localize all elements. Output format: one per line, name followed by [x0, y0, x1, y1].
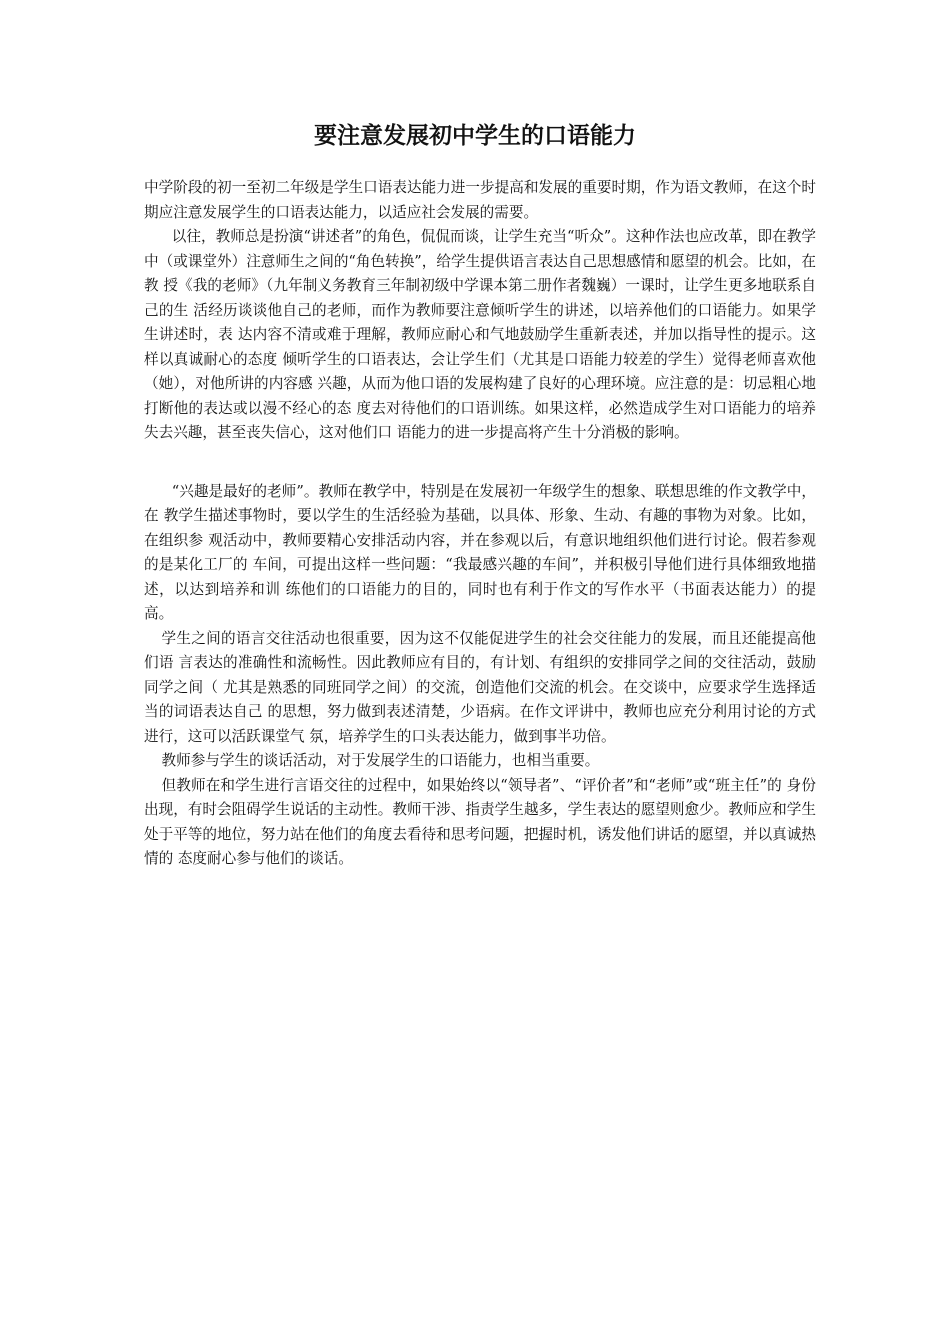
paragraph-equal-status: 但教师在和学生进行言语交往的过程中，如果始终以“领导者”、“评价者”和“老师”或“班主任”的 身份出现，有时会阻碍学生说话的主动性。教师干涉、指责学生越多，学生表达的愿望则愈少。教师应和学生 处于平等的地位，努力站在他们的角度去看待和思考问题，把握时机，诱发他们讲话的愿望，并以真诚热情的 态度耐心参与他们的谈话。 [144, 776, 816, 867]
document-title: 要注意发展初中学生的口语能力 [314, 122, 636, 149]
paragraph-gap [144, 446, 816, 480]
paragraph-teacher-participation: 教师参与学生的谈话活动，对于发展学生的口语能力，也相当重要。 [161, 752, 600, 769]
paragraph-role-change: 以往，教师总是扮演“讲述者”的角色，侃侃而谈，让学生充当“听众”。这种作法也应改革，即在教学 中（或课堂外）注意师生之间的“角色转换”，给学生提供语言表达自己思想感情和愿望的机会。比如，在教 授《我的老师》（九年制义务教育三年制初级中学课本第二册作者魏巍）一课时，让学生更多地联系自己的生 活经历谈谈他自己的老师，而作为教师要注意倾听学生的讲述，以培养他们的口语能力。如果学生讲述时，表 达内容不清或难于理解，教师应耐心和气地鼓励学生重新表述，并加以指导性的提示。这样以真诚耐心的态度 倾听学生的口语表达，会让学生们（尤其是口语能力较差的学生）觉得老师喜欢他（她），对他所讲的内容感 兴趣，从而为他口语的发展构建了良好的心理环境。应注意的是：切忌粗心地打断他的表达或以漫不经心的态 度去对待他们的口语训练。如果这样，必然造成学生对口语能力的培养失去兴趣，甚至丧失信心，这对他们口 语能力的进一步提高将产生十分消极的影响。 [144, 228, 816, 441]
paragraph-intro: 中学阶段的初一至初二年级是学生口语表达能力进一步提高和发展的重要时期，作为语文教师，在这个时 期应注意发展学生的口语表达能力，以适应社会发展的需要。 [144, 179, 816, 221]
paragraph-peer-communication: 学生之间的语言交往活动也很重要，因为这不仅能促进学生的社会交往能力的发展，而且还能提高他们语 言表达的准确性和流畅性。因此教师应有目的，有计划、有组织的安排同学之间的交往活动，鼓励同学之间（ 尤其是熟悉的同班同学之间）的交流，创造他们交流的机会。在交谈中，应要求学生选择适当的词语表达自己 的思想，努力做到表述清楚，少语病。在作文评讲中，教师也应充分利用讨论的方式进行，这可以活跃课堂气 氛，培养学生的口头表达能力，做到事半功倍。 [144, 629, 816, 745]
paragraph-interest: “兴趣是最好的老师”。教师在教学中，特别是在发展初一年级学生的想象、联想思维的作文教学中，在 教学生描述事物时，要以学生的生活经验为基础，以具体、形象、生动、有趣的事物为对象。比如，在组织参 观活动中，教师要精心安排活动内容，并在参观以后，有意识地组织他们进行讨论。假若参观的是某化工厂的 车间，可提出这样一些问题：“我最感兴趣的车间”，并积极引导他们进行具体细致地描述，以达到培养和训 练他们的口语能力的目的，同时也有利于作文的写作水平（书面表达能力）的提高。 [144, 482, 816, 622]
document-body [144, 176, 816, 872]
